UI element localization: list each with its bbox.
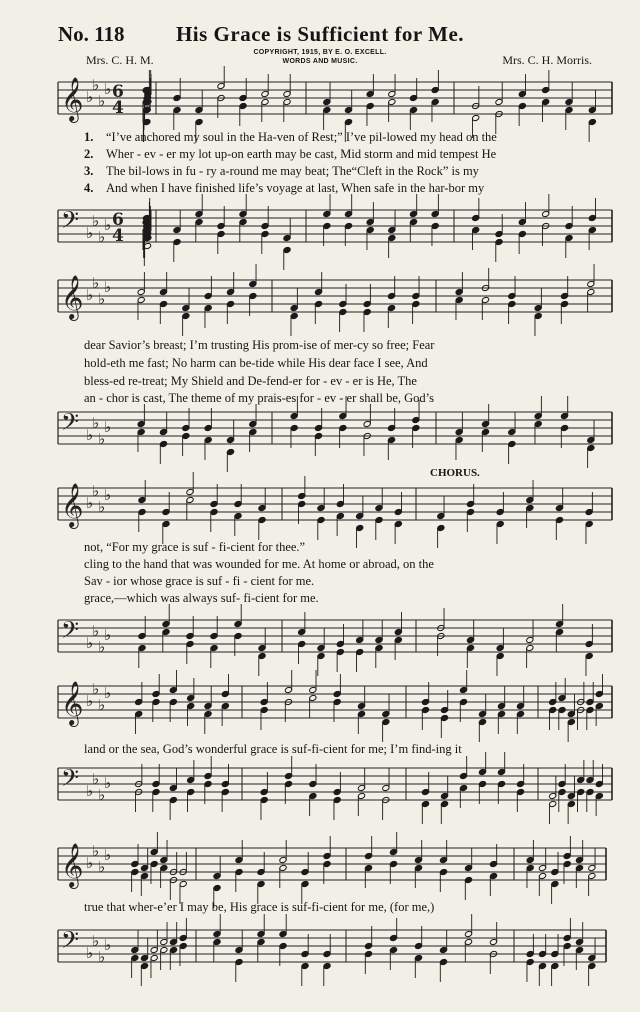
svg-text:♭: ♭ [86,944,94,962]
key-signature-flats [86,414,111,448]
svg-text:♭: ♭ [104,936,112,954]
system-1-verse-2: 2. Wher - ev - er my lot up-on earth may be cast, Mid storm and mid tempest He [84,147,497,161]
notes [131,832,596,908]
system-1-verse-4: 4. And when I have finished life’s voyage at last, When safe in the har-bor my [84,181,485,195]
svg-text:♭: ♭ [98,430,106,448]
key-signature-flats [86,932,111,966]
system-4-lyrics: land or the sea, God’s wonderful grace is suf-fi-cient for me; I’m find-ing it [84,742,462,756]
staff-lines [58,412,612,444]
svg-text:♭: ♭ [92,212,100,230]
time-signature [112,82,124,118]
key-signature-flats [86,482,111,516]
svg-text:♭: ♭ [92,680,100,698]
svg-text:♭: ♭ [86,782,94,800]
svg-text:♭: ♭ [104,486,112,504]
staff-lines [58,930,606,962]
svg-text:♭: ♭ [104,80,112,98]
svg-text:♭: ♭ [98,858,106,876]
system-4-bass-staff [0,756,640,826]
svg-text:♭: ♭ [86,88,94,106]
system-1-verse-3: 3. The bil-lows in fu - ry a-round me may beat; The“Cleft in the Rock” is my [84,164,479,178]
composer-credit: Mrs. C. H. Morris. [502,53,592,67]
system-3-verse-3: Sav - ior whose grace is suf - fi - cient for me. [84,574,315,588]
svg-text:♭: ♭ [92,414,100,432]
hymn-number: No. 118 [58,22,125,46]
svg-text:♭: ♭ [86,224,94,242]
system-2-treble-staff [0,268,640,338]
notes [135,670,604,742]
treble-clef-icon: 𝄞 [61,77,84,121]
notes [142,194,596,270]
system-1-verse-1: 1. “I’ve anchored my soul in the Ha-ven of Rest;” I’ve pil-lowed my head on the [84,130,497,144]
svg-text:♭: ♭ [92,842,100,860]
svg-text:♭: ♭ [92,482,100,500]
svg-text:♭: ♭ [98,92,106,110]
key-signature-flats [86,212,111,246]
system-1-bass-staff [0,198,640,268]
svg-text:♭: ♭ [92,932,100,950]
bass-clef-icon: 𝄢 [61,206,80,239]
system-3-treble-staff [0,476,640,546]
key-signature-flats [86,76,111,110]
key-signature-flats [86,622,111,656]
svg-text:♭: ♭ [98,786,106,804]
treble-clef-icon: 𝄞 [61,483,84,527]
copyright-line-2: WORDS AND MUSIC. [282,58,358,65]
svg-text:♭: ♭ [86,286,94,304]
svg-text:♭: ♭ [86,692,94,710]
system-2-verse-2: hold-eth me fast; No harm can be-tide while His dear face I see, And [84,356,428,370]
bass-clef-icon: 𝄢 [61,926,80,959]
svg-text:♭: ♭ [104,626,112,644]
system-3-verse-4: grace,—which was always suf- fi-cient for me. [84,591,319,605]
notes [135,752,604,824]
svg-text:♭: ♭ [104,846,112,864]
hymn-title: His Grace is Sufficient for Me. [175,22,465,46]
svg-text:♭: ♭ [98,696,106,714]
system-5-bass-staff [0,918,640,988]
svg-text:♭: ♭ [86,634,94,652]
svg-text:♭: ♭ [92,274,100,292]
svg-text:4: 4 [112,98,124,118]
key-signature-flats [86,770,111,804]
lyricist-credit: Mrs. C. H. M. [86,53,154,67]
key-signature-flats [86,680,111,714]
svg-text:♭: ♭ [104,216,112,234]
svg-text:♭: ♭ [92,622,100,640]
time-signature [112,210,124,246]
chorus-label: CHORUS. [430,467,480,479]
notes [138,604,593,676]
svg-text:♭: ♭ [104,418,112,436]
notes [138,472,593,548]
svg-text:4: 4 [112,226,124,246]
treble-clef-icon: 𝄞 [61,681,84,725]
svg-text:♭: ♭ [104,774,112,792]
key-signature-flats [86,842,111,876]
svg-text:♭: ♭ [98,228,106,246]
svg-text:♭: ♭ [86,426,94,444]
staff-lines [58,768,612,800]
system-3-bass-staff [0,608,640,678]
svg-text:6: 6 [112,82,124,102]
svg-text:6: 6 [112,210,124,230]
bass-clef-icon: 𝄢 [61,616,80,649]
svg-text:♭: ♭ [86,854,94,872]
svg-text:♭: ♭ [92,76,100,94]
treble-clef-icon: 𝄞 [61,843,84,887]
notes [137,264,595,336]
svg-text:♭: ♭ [98,498,106,516]
svg-text:♭: ♭ [98,290,106,308]
copyright-line-1: COPYRIGHT, 1915, BY E. O. EXCELL. [253,49,387,56]
treble-clef-icon: 𝄞 [61,275,84,319]
system-4-treble-staff [0,674,640,744]
svg-text:♭: ♭ [86,494,94,512]
svg-text:♭: ♭ [92,770,100,788]
svg-text:♭: ♭ [98,638,106,656]
notes [137,396,595,472]
bass-clef-icon: 𝄢 [61,408,80,441]
staff-lines [58,280,612,312]
system-2-verse-4: an - chor is cast, The theme of my prais-es for - ev - er shall be, God’s [84,391,435,405]
system-2-verse-3: bless-ed re-treat; My Shield and De-fend-er for - ev - er is He, The [84,374,417,388]
key-signature-flats [86,274,111,308]
svg-text:♭: ♭ [98,948,106,966]
system-2-bass-staff [0,400,640,470]
system-3-verse-2: cling to the hand that was wounded for me. At home or abroad, on the [84,557,434,571]
bass-clef-icon: 𝄢 [61,764,80,797]
system-5-lyrics: true that wher-e’er I may be, His grace is suf-fi-cient for me, (for me,) [84,900,435,914]
svg-text:♭: ♭ [104,684,112,702]
system-5-treble-staff [0,836,640,906]
staff-lines [58,82,612,114]
system-2-verse-1: dear Savior’s breast; I’m trusting His prom-ise of mer-cy so free; Fear [84,338,435,352]
notes [131,914,596,986]
svg-text:♭: ♭ [104,278,112,296]
system-3-verse-1: not, “For my grace is suf - fi-cient for thee.” [84,540,306,554]
staff-lines [58,210,612,242]
staff-lines [58,848,606,880]
